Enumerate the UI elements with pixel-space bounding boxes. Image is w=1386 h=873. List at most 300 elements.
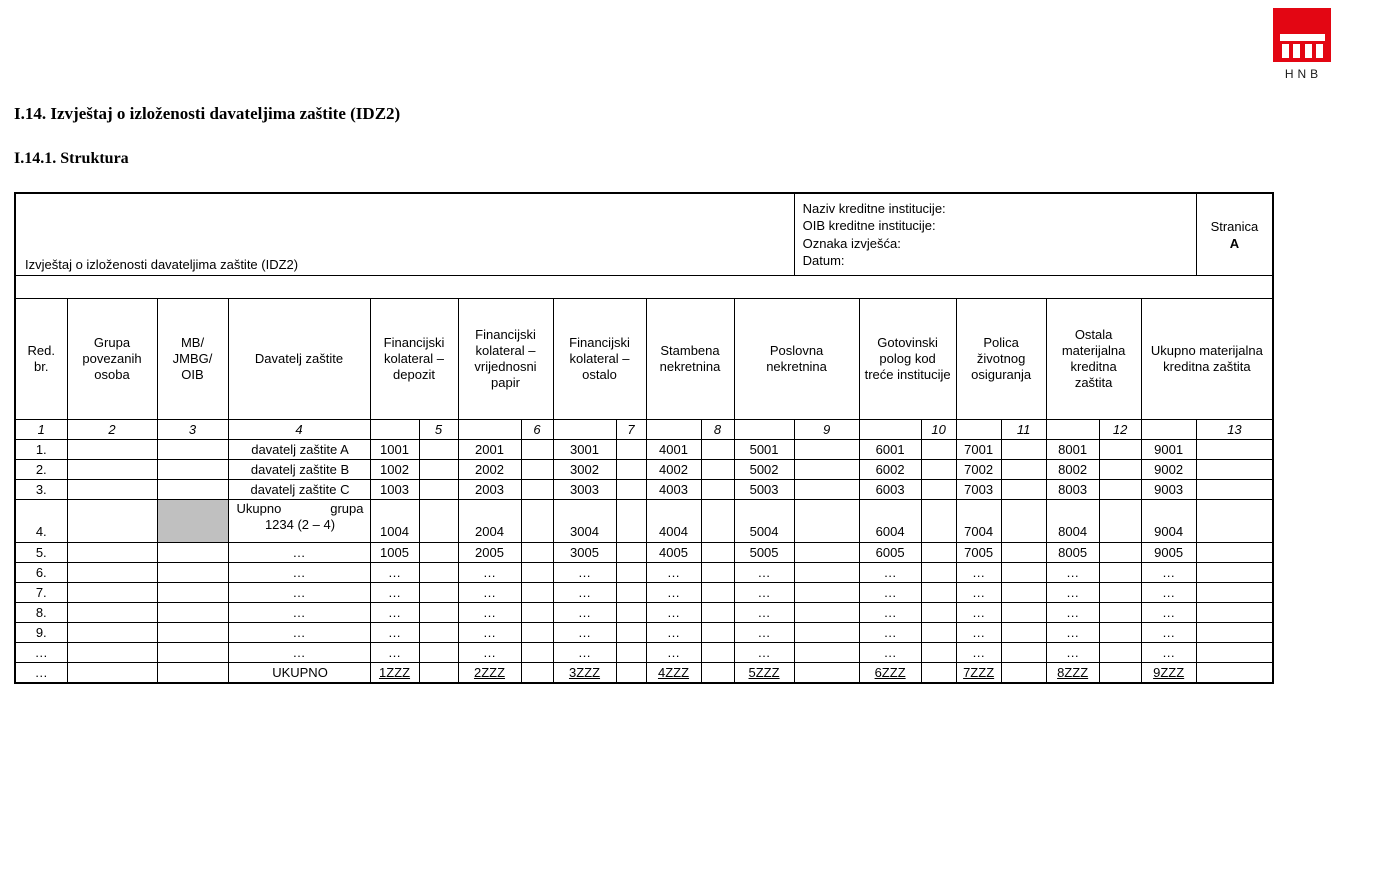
value-cell: 1004 — [370, 500, 419, 543]
table-row — [15, 460, 1273, 480]
value-gap-cell — [616, 663, 646, 684]
value-gap-cell — [921, 480, 956, 500]
value-gap-cell — [419, 460, 458, 480]
column-header-2: Grupa povezanih osoba — [67, 299, 157, 420]
value-cell: … — [956, 603, 1001, 623]
value-cell: 1003 — [370, 480, 419, 500]
protection-provider-cell: … — [228, 643, 370, 663]
group-cell — [67, 663, 157, 684]
value-cell: … — [646, 563, 701, 583]
value-gap-cell — [1001, 460, 1046, 480]
value-gap-cell — [794, 480, 859, 500]
column-number-9: 9 — [794, 420, 859, 440]
number-gap-cell — [734, 420, 794, 440]
value-gap-cell — [419, 543, 458, 563]
mb-cell — [157, 643, 228, 663]
table-row — [15, 603, 1273, 623]
mb-cell — [157, 603, 228, 623]
column-header-6: Financijski kolateral – vrijednosni papir — [458, 299, 553, 420]
value-cell: 3ZZZ — [553, 663, 616, 684]
value-gap-cell — [1099, 563, 1141, 583]
value-cell: … — [370, 583, 419, 603]
value-cell: … — [646, 603, 701, 623]
column-number-3: 3 — [157, 420, 228, 440]
value-gap-cell — [419, 583, 458, 603]
logo-architrave — [1280, 34, 1325, 41]
value-cell: 8003 — [1046, 480, 1099, 500]
group-cell — [67, 460, 157, 480]
value-gap-cell — [701, 440, 734, 460]
value-gap-cell — [1196, 623, 1273, 643]
value-gap-cell — [1196, 643, 1273, 663]
table-row — [15, 623, 1273, 643]
subsection-title: I.14.1. Struktura — [14, 150, 129, 167]
value-gap-cell — [521, 643, 553, 663]
value-cell: … — [1141, 563, 1196, 583]
value-cell: 1001 — [370, 440, 419, 460]
value-gap-cell — [1001, 500, 1046, 543]
page-value: A — [1229, 235, 1240, 251]
value-cell: 8001 — [1046, 440, 1099, 460]
value-gap-cell — [521, 563, 553, 583]
value-gap-cell — [794, 663, 859, 684]
group-cell — [67, 583, 157, 603]
value-gap-cell — [521, 663, 553, 684]
number-gap-cell — [458, 420, 521, 440]
value-gap-cell — [794, 643, 859, 663]
value-cell: 4003 — [646, 480, 701, 500]
value-cell: … — [859, 643, 921, 663]
value-gap-cell — [616, 583, 646, 603]
value-cell: … — [1141, 643, 1196, 663]
value-cell: … — [458, 623, 521, 643]
value-cell: 8004 — [1046, 500, 1099, 543]
group-cell — [67, 480, 157, 500]
mb-cell — [157, 500, 228, 543]
value-cell: … — [1141, 623, 1196, 643]
group-cell — [67, 500, 157, 543]
value-cell: 4005 — [646, 543, 701, 563]
mb-cell — [157, 460, 228, 480]
value-gap-cell — [1196, 500, 1273, 543]
protection-provider-cell: … — [228, 603, 370, 623]
value-gap-cell — [921, 603, 956, 623]
value-cell: 8002 — [1046, 460, 1099, 480]
value-cell: 3003 — [553, 480, 616, 500]
value-cell: 9003 — [1141, 480, 1196, 500]
value-cell: … — [859, 623, 921, 643]
value-cell: … — [370, 563, 419, 583]
value-cell: 9ZZZ — [1141, 663, 1196, 684]
number-gap-cell — [1141, 420, 1196, 440]
value-gap-cell — [1196, 583, 1273, 603]
value-gap-cell — [521, 623, 553, 643]
logo-columns — [1282, 44, 1323, 58]
column-number-8: 8 — [701, 420, 734, 440]
value-cell: … — [734, 623, 794, 643]
value-gap-cell — [1099, 460, 1141, 480]
column-number-12: 12 — [1099, 420, 1141, 440]
value-gap-cell — [616, 500, 646, 543]
number-gap-cell — [646, 420, 701, 440]
column-number-11: 11 — [1001, 420, 1046, 440]
column-number-4: 4 — [228, 420, 370, 440]
row-number-cell: 7. — [15, 583, 67, 603]
group-cell — [67, 543, 157, 563]
group-cell — [67, 623, 157, 643]
value-gap-cell — [419, 663, 458, 684]
protection-provider-cell: Ukupno grupa 1234 (2 – 4) — [228, 500, 370, 543]
value-cell: … — [646, 583, 701, 603]
row-number-cell: … — [15, 663, 67, 684]
value-cell: … — [1046, 563, 1099, 583]
value-gap-cell — [701, 480, 734, 500]
value-gap-cell — [701, 643, 734, 663]
value-gap-cell — [1099, 583, 1141, 603]
spacer-cell — [15, 276, 1273, 299]
value-gap-cell — [1196, 543, 1273, 563]
value-cell: 2005 — [458, 543, 521, 563]
column-number-row — [15, 420, 1273, 440]
value-gap-cell — [921, 440, 956, 460]
table-row — [15, 440, 1273, 460]
table-header-box-row — [15, 193, 1273, 276]
column-number-6: 6 — [521, 420, 553, 440]
mb-cell — [157, 623, 228, 643]
value-gap-cell — [1196, 603, 1273, 623]
value-gap-cell — [419, 563, 458, 583]
mb-cell — [157, 440, 228, 460]
row-number-cell: 2. — [15, 460, 67, 480]
value-gap-cell — [701, 663, 734, 684]
value-gap-cell — [419, 440, 458, 460]
value-cell: … — [553, 623, 616, 643]
value-cell: … — [1046, 623, 1099, 643]
value-gap-cell — [616, 623, 646, 643]
value-gap-cell — [1099, 440, 1141, 460]
protection-provider-cell: UKUPNO — [228, 663, 370, 684]
info-line-datum: Datum: — [802, 253, 845, 268]
column-number-7: 7 — [616, 420, 646, 440]
value-cell: 3005 — [553, 543, 616, 563]
value-cell: … — [370, 643, 419, 663]
value-cell: … — [553, 563, 616, 583]
table-row — [15, 543, 1273, 563]
value-cell: 9005 — [1141, 543, 1196, 563]
value-cell: 9002 — [1141, 460, 1196, 480]
value-gap-cell — [921, 460, 956, 480]
value-cell: … — [859, 603, 921, 623]
value-gap-cell — [616, 643, 646, 663]
column-number-5: 5 — [419, 420, 458, 440]
value-cell: 7004 — [956, 500, 1001, 543]
value-cell: 6003 — [859, 480, 921, 500]
table-row — [15, 563, 1273, 583]
value-gap-cell — [521, 543, 553, 563]
hnb-logo — [1271, 8, 1333, 81]
value-cell: 4002 — [646, 460, 701, 480]
section-title: I.14. Izvještaj o izloženosti davateljima zaštite (IDZ2) — [14, 104, 401, 123]
value-gap-cell — [1099, 480, 1141, 500]
value-gap-cell — [616, 460, 646, 480]
value-gap-cell — [1099, 643, 1141, 663]
group-cell — [67, 563, 157, 583]
report-structure-table — [14, 192, 1274, 684]
column-number-13: 13 — [1196, 420, 1273, 440]
value-gap-cell — [521, 583, 553, 603]
value-cell: 2ZZZ — [458, 663, 521, 684]
row-number-cell: 6. — [15, 563, 67, 583]
value-gap-cell — [921, 500, 956, 543]
value-cell: 7002 — [956, 460, 1001, 480]
value-cell: 5001 — [734, 440, 794, 460]
value-gap-cell — [794, 543, 859, 563]
value-cell: … — [646, 643, 701, 663]
value-gap-cell — [1001, 583, 1046, 603]
value-cell: … — [734, 643, 794, 663]
value-cell: 1ZZZ — [370, 663, 419, 684]
value-cell: 6002 — [859, 460, 921, 480]
value-cell: … — [458, 643, 521, 663]
value-gap-cell — [419, 643, 458, 663]
report-title-cell: Izvještaj o izloženosti davateljima zaštite (IDZ2) — [15, 193, 794, 276]
value-gap-cell — [521, 603, 553, 623]
group-cell — [67, 440, 157, 460]
column-header-7: Financijski kolateral – ostalo — [553, 299, 646, 420]
value-gap-cell — [1001, 543, 1046, 563]
value-gap-cell — [794, 460, 859, 480]
number-gap-cell — [956, 420, 1001, 440]
number-gap-cell — [370, 420, 419, 440]
value-gap-cell — [616, 543, 646, 563]
value-gap-cell — [419, 623, 458, 643]
value-gap-cell — [1099, 543, 1141, 563]
value-cell: 4ZZZ — [646, 663, 701, 684]
column-header-3: MB/ JMBG/ OIB — [157, 299, 228, 420]
value-cell: 9004 — [1141, 500, 1196, 543]
table-row — [15, 500, 1273, 543]
table-row — [15, 663, 1273, 684]
value-gap-cell — [921, 583, 956, 603]
row-number-cell: 5. — [15, 543, 67, 563]
value-gap-cell — [419, 500, 458, 543]
value-cell: … — [370, 603, 419, 623]
value-gap-cell — [921, 643, 956, 663]
column-header-1: Red. br. — [15, 299, 67, 420]
value-gap-cell — [1196, 663, 1273, 684]
protection-provider-cell: … — [228, 543, 370, 563]
value-gap-cell — [921, 563, 956, 583]
column-header-13: Ukupno materijalna kreditna zaštita — [1141, 299, 1273, 420]
value-cell: 9001 — [1141, 440, 1196, 460]
value-gap-cell — [794, 440, 859, 460]
value-cell: … — [646, 623, 701, 643]
value-gap-cell — [921, 543, 956, 563]
value-gap-cell — [701, 623, 734, 643]
hnb-logo-text: HNB — [1284, 67, 1323, 81]
row-number-cell: 1. — [15, 440, 67, 460]
column-header-row — [15, 299, 1273, 420]
value-cell: … — [458, 563, 521, 583]
row-number-cell: 3. — [15, 480, 67, 500]
value-cell: … — [1141, 603, 1196, 623]
value-gap-cell — [419, 480, 458, 500]
value-cell: 7001 — [956, 440, 1001, 460]
value-gap-cell — [616, 440, 646, 460]
value-cell: 7005 — [956, 543, 1001, 563]
page-cell — [1196, 193, 1273, 276]
value-gap-cell — [701, 563, 734, 583]
value-cell: … — [370, 623, 419, 643]
column-header-12: Ostala materijalna kreditna zaštita — [1046, 299, 1141, 420]
value-cell: … — [956, 563, 1001, 583]
number-gap-cell — [1046, 420, 1099, 440]
value-cell: 8005 — [1046, 543, 1099, 563]
value-gap-cell — [521, 500, 553, 543]
protection-provider-cell: davatelj zaštite C — [228, 480, 370, 500]
mb-cell — [157, 480, 228, 500]
mb-cell — [157, 583, 228, 603]
group-cell — [67, 643, 157, 663]
value-cell: … — [956, 643, 1001, 663]
value-gap-cell — [1196, 563, 1273, 583]
value-cell: … — [734, 563, 794, 583]
value-gap-cell — [1099, 623, 1141, 643]
value-gap-cell — [1099, 603, 1141, 623]
value-gap-cell — [1196, 440, 1273, 460]
value-cell: 5005 — [734, 543, 794, 563]
table-row — [15, 480, 1273, 500]
value-gap-cell — [1001, 563, 1046, 583]
value-cell: 2002 — [458, 460, 521, 480]
page-label: Stranica — [1210, 218, 1259, 234]
value-gap-cell — [794, 623, 859, 643]
value-cell: … — [458, 583, 521, 603]
value-gap-cell — [921, 623, 956, 643]
value-cell: 8ZZZ — [1046, 663, 1099, 684]
value-gap-cell — [616, 563, 646, 583]
value-gap-cell — [794, 583, 859, 603]
value-cell: 5ZZZ — [734, 663, 794, 684]
value-cell: 2001 — [458, 440, 521, 460]
spacer-row — [15, 276, 1273, 299]
value-cell: … — [734, 603, 794, 623]
column-header-11: Polica životnog osiguranja — [956, 299, 1046, 420]
value-gap-cell — [521, 440, 553, 460]
number-gap-cell — [859, 420, 921, 440]
table-row — [15, 643, 1273, 663]
mb-cell — [157, 543, 228, 563]
value-gap-cell — [701, 603, 734, 623]
value-cell: … — [458, 603, 521, 623]
column-number-10: 10 — [921, 420, 956, 440]
info-line-naziv: Naziv kreditne institucije: — [802, 200, 946, 216]
value-gap-cell — [794, 500, 859, 543]
table-row — [15, 583, 1273, 603]
institution-info-cell — [794, 193, 1196, 276]
value-cell: … — [859, 583, 921, 603]
value-gap-cell — [1099, 663, 1141, 684]
value-cell: 2004 — [458, 500, 521, 543]
value-gap-cell — [794, 563, 859, 583]
value-cell: … — [1046, 643, 1099, 663]
value-gap-cell — [1001, 480, 1046, 500]
value-gap-cell — [701, 543, 734, 563]
value-gap-cell — [1001, 663, 1046, 684]
value-cell: 6ZZZ — [859, 663, 921, 684]
column-number-2: 2 — [67, 420, 157, 440]
value-cell: … — [734, 583, 794, 603]
value-cell: 3004 — [553, 500, 616, 543]
value-cell: 5004 — [734, 500, 794, 543]
value-cell: … — [956, 623, 1001, 643]
value-cell: 6005 — [859, 543, 921, 563]
value-gap-cell — [1099, 500, 1141, 543]
value-gap-cell — [1196, 460, 1273, 480]
hnb-logo-icon — [1273, 8, 1331, 62]
mb-cell — [157, 663, 228, 684]
value-cell: … — [1046, 603, 1099, 623]
value-cell: 6001 — [859, 440, 921, 460]
column-header-10: Gotovinski polog kod treće institucije — [859, 299, 956, 420]
value-gap-cell — [921, 663, 956, 684]
value-cell: 3002 — [553, 460, 616, 480]
value-cell: 1002 — [370, 460, 419, 480]
info-line-oib: OIB kreditne institucije: — [802, 218, 936, 233]
column-header-4: Davatelj zaštite — [228, 299, 370, 420]
protection-provider-cell: … — [228, 623, 370, 643]
protection-provider-cell: davatelj zaštite A — [228, 440, 370, 460]
row-number-cell: … — [15, 643, 67, 663]
row-number-cell: 4. — [15, 500, 67, 543]
value-gap-cell — [701, 460, 734, 480]
value-gap-cell — [794, 603, 859, 623]
value-cell: 5003 — [734, 480, 794, 500]
value-gap-cell — [1001, 440, 1046, 460]
value-gap-cell — [701, 583, 734, 603]
value-cell: … — [553, 603, 616, 623]
value-gap-cell — [1001, 623, 1046, 643]
value-gap-cell — [1001, 643, 1046, 663]
value-cell: 7ZZZ — [956, 663, 1001, 684]
column-header-9: Poslovna nekretnina — [734, 299, 859, 420]
row-number-cell: 9. — [15, 623, 67, 643]
column-header-5: Financijski kolateral – depozit — [370, 299, 458, 420]
info-line-oznaka: Oznaka izvješća: — [802, 235, 901, 251]
value-gap-cell — [616, 603, 646, 623]
value-cell: 6004 — [859, 500, 921, 543]
value-cell: … — [956, 583, 1001, 603]
value-gap-cell — [701, 500, 734, 543]
number-gap-cell — [553, 420, 616, 440]
value-cell: 4001 — [646, 440, 701, 460]
value-cell: … — [859, 563, 921, 583]
mb-cell — [157, 563, 228, 583]
row-number-cell: 8. — [15, 603, 67, 623]
value-cell: 2003 — [458, 480, 521, 500]
value-gap-cell — [616, 480, 646, 500]
protection-provider-cell: … — [228, 583, 370, 603]
value-gap-cell — [1196, 480, 1273, 500]
value-cell: … — [1141, 583, 1196, 603]
column-number-1: 1 — [15, 420, 67, 440]
value-cell: … — [553, 643, 616, 663]
value-cell: 7003 — [956, 480, 1001, 500]
value-cell: 3001 — [553, 440, 616, 460]
value-cell: 4004 — [646, 500, 701, 543]
value-gap-cell — [521, 460, 553, 480]
value-gap-cell — [521, 480, 553, 500]
